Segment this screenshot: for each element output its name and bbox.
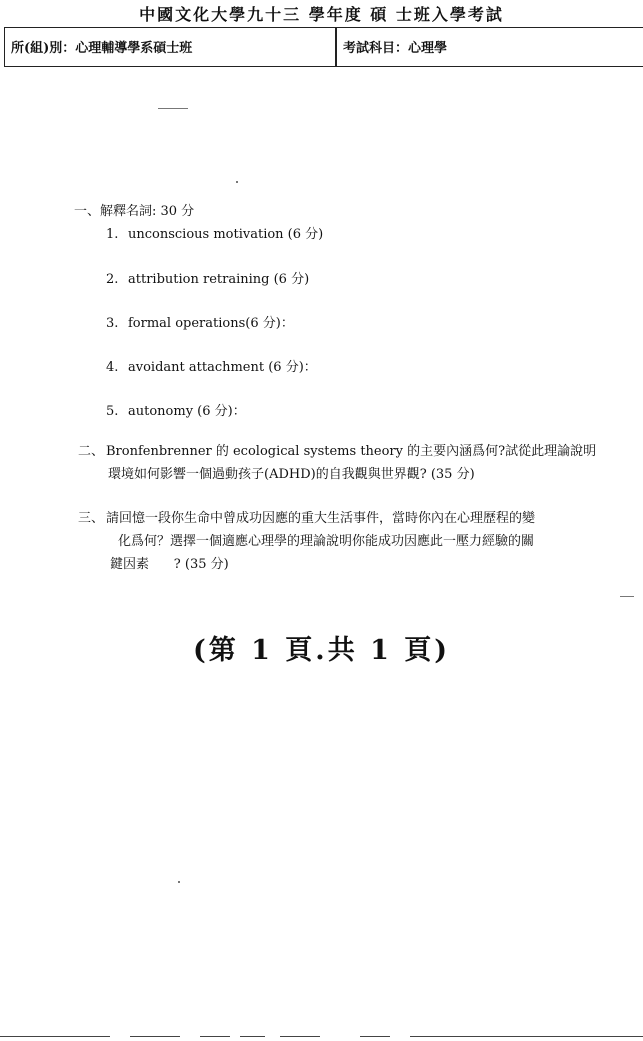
scan-artifact — [236, 181, 238, 183]
department-label: 所(組)別：心理輔導學系碩士班 — [11, 41, 193, 56]
question-line: 環境如何影響一個過動孩子(ADHD)的自我觀與世界觀? (35 分) — [108, 467, 475, 482]
item-number: 4. — [106, 360, 119, 375]
question-line: 請回憶一段你生命中曾成功因應的重大生活事件，當時你內在心理歷程的變 — [106, 511, 536, 526]
scan-edge — [240, 1036, 265, 1037]
item-text: autonomy (6 分)： — [128, 404, 246, 419]
scan-edge — [0, 1036, 110, 1037]
page-number: (第 1 頁.共 1 頁) — [192, 635, 451, 666]
subject-label: 考試科目：心理學 — [343, 41, 448, 56]
list-item — [106, 268, 309, 287]
item-text: avoidant attachment (6 分)： — [128, 360, 317, 375]
item-number: 3. — [106, 316, 119, 331]
scan-edge — [130, 1036, 180, 1037]
question-line: 鍵因素 ? (35 分) — [110, 557, 229, 572]
question-number: 三、 — [78, 511, 105, 526]
item-text: unconscious motivation (6 分) — [128, 227, 324, 242]
scan-edge — [280, 1036, 320, 1037]
list-item — [106, 223, 323, 242]
header-divider — [335, 28, 337, 66]
list-item — [106, 312, 294, 331]
scan-edge — [360, 1036, 390, 1037]
item-text: attribution retraining (6 分) — [128, 272, 310, 287]
list-item — [106, 356, 317, 375]
scan-artifact — [178, 881, 180, 883]
header-table — [4, 27, 643, 67]
item-number: 1. — [106, 227, 119, 242]
section1-heading: 一、解釋名詞: 30 分 — [74, 204, 195, 219]
scan-edge — [410, 1036, 643, 1037]
question-3 — [78, 507, 623, 576]
item-number: 2. — [106, 272, 119, 287]
question-2 — [78, 440, 623, 486]
scan-artifact — [158, 108, 188, 109]
question-number: 二、 — [78, 444, 105, 459]
scan-artifact — [620, 596, 634, 597]
question-line: 化爲何？選擇一個適應心理學的理論說明你能成功因應此一壓力經驗的關 — [118, 534, 535, 549]
exam-title: 中國文化大學九十三 學年度 碩 士班入學考試 — [139, 5, 504, 24]
list-item — [106, 400, 246, 419]
item-text: formal operations(6 分)： — [128, 316, 294, 331]
item-number: 5. — [106, 404, 119, 419]
question-line: Bronfenbrenner 的 ecological systems theory 的主要內涵爲何?試從此理論說明 — [106, 444, 597, 459]
scan-edge — [200, 1036, 230, 1037]
